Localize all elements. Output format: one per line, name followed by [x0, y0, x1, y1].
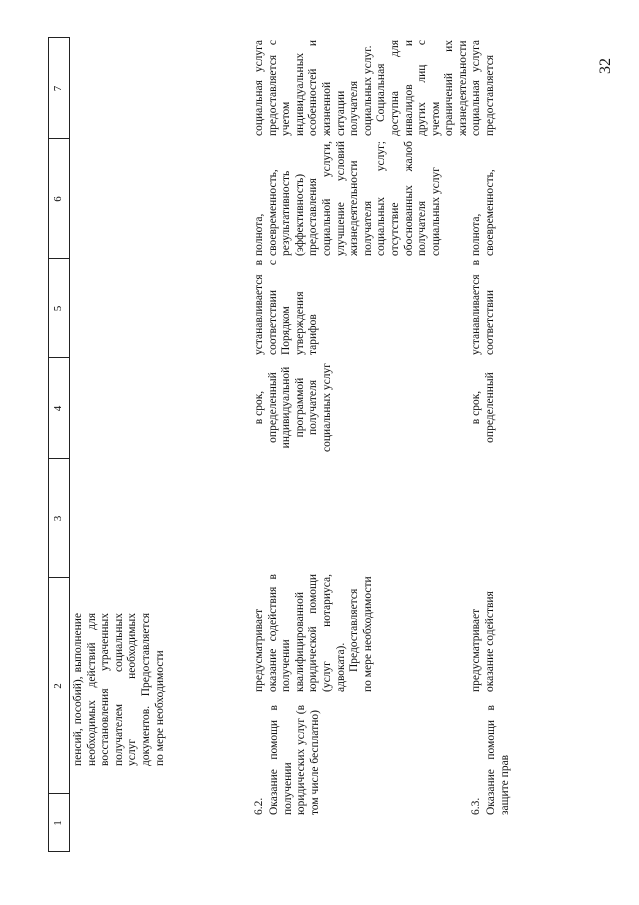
service-term: в срок, определенный — [470, 372, 496, 443]
service-description — [253, 574, 378, 692]
service-name: Оказание помощи в получении юридических услуг (в том числе бесплатно) — [268, 705, 321, 815]
column-number: 3 — [52, 515, 64, 522]
continuation-description — [72, 613, 250, 766]
service-term: в срок, определенный индивидуальной программой получателя социальных услуг — [253, 363, 333, 452]
column-number: 7 — [52, 85, 64, 92]
column-number: 4 — [52, 405, 64, 412]
page-number: 32 — [597, 58, 614, 74]
service-indicators: полнота, своевременность, результативность (эффективность) предоставления социальной услуги, улучшение условий жизнедеятельности получателя социальных услуг; отсутствие обоснованных жалоб получателя социальных услуг — [253, 141, 442, 256]
row-number: 6.3. — [470, 797, 482, 815]
service-tariff: устанавливается в соответствии — [470, 260, 496, 355]
service-conditions-note: Социальная доступна для инвалидов и других лиц с учетом ограничений их жизнедеятельности — [375, 40, 469, 136]
column-number: 2 — [52, 683, 64, 689]
table-header-border — [69, 37, 70, 852]
service-indicators: полнота, своевременность, — [470, 169, 496, 256]
service-description-text: предусматривает оказание содействия в получении квалифицированной юридической помощи (услуг нотариуса, адвоката). — [253, 574, 347, 692]
table-top-border — [48, 37, 49, 852]
column-number: 6 — [52, 196, 64, 202]
column-number: 5 — [52, 305, 64, 312]
service-conditions-text: социальная услуга предоставляется с учетом индивидуальных особенностей и жизненной ситуации получателя социальных услуг. — [253, 40, 374, 136]
service-conditions: социальная услуга предоставляется — [470, 40, 496, 136]
service-name: Оказание помощи в защите прав — [485, 705, 511, 815]
rotated-table — [48, 37, 608, 852]
service-tariff: устанавливается в соответствии с Порядком утверждения тарифов — [253, 260, 320, 355]
row-number: 6.2. — [253, 797, 265, 815]
service-description: предусматривает оказание содействия — [470, 591, 496, 692]
column-number: 1 — [52, 820, 64, 826]
continuation-text: пенсий, пособий), выполнение необходимых действий для восстановления утраченных получателем социальных услуг необходимых документов. Предоставляется по мере необходимости — [72, 613, 166, 766]
service-description-note: Предоставляется по мере необходимости — [348, 576, 374, 692]
service-conditions — [253, 40, 469, 136]
